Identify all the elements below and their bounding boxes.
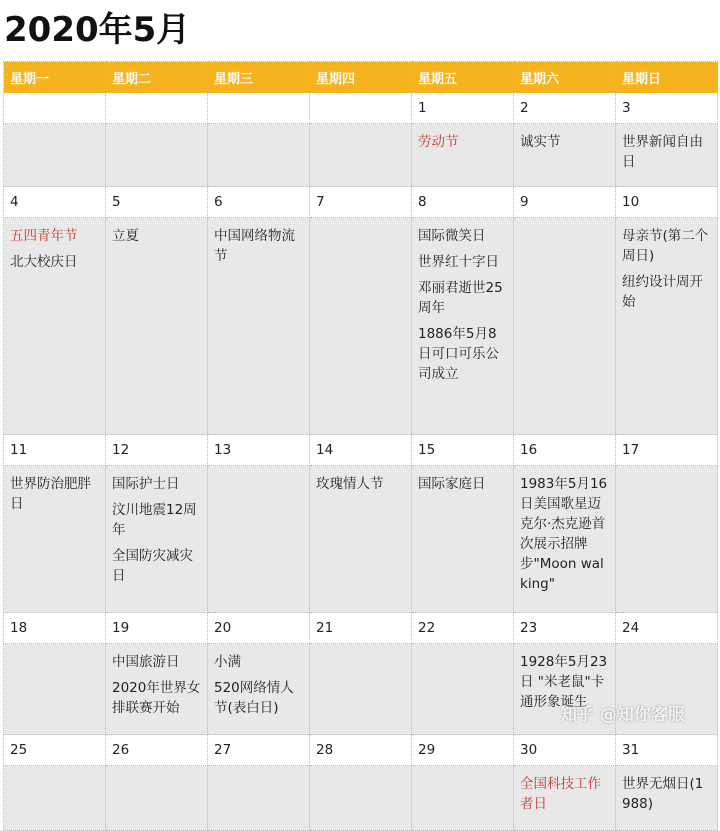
day-events-cell [208,766,310,831]
week-number-row [4,93,718,124]
day-number[interactable]: 11 [4,435,106,466]
event-item: 五四青年节 [10,228,78,244]
day-events-cell [412,466,514,613]
event-item: 世界防治肥胖日 [10,476,91,512]
day-number[interactable]: 6 [208,187,310,218]
day-events-cell [412,218,514,435]
event-item: 520网络情人节(表白日) [214,680,294,716]
day-events-cell [4,766,106,831]
day-number[interactable]: 27 [208,735,310,766]
day-events-cell [616,466,718,613]
day-number[interactable]: 31 [616,735,718,766]
day-events-cell [208,218,310,435]
day-number[interactable] [106,93,208,124]
week-events-row [4,218,718,435]
event-item: 1928年5月23日 "米老鼠"卡通形象诞生 [520,654,608,710]
watermark-text: 知乎 @知你客服 [560,705,685,725]
event-item: 中国旅游日 [112,654,180,670]
day-number[interactable]: 28 [310,735,412,766]
event-item: 中国网络物流节 [214,228,295,264]
day-events-cell [514,766,616,831]
day-events-cell [310,466,412,613]
event-item: 小满 [214,654,241,670]
day-events-cell [514,124,616,187]
day-number[interactable]: 18 [4,613,106,644]
weekday-header: 星期六 [514,62,616,93]
week-number-row [4,435,718,466]
day-number[interactable]: 26 [106,735,208,766]
day-events-cell [412,644,514,735]
day-events-cell [616,644,718,735]
day-events-cell [106,766,208,831]
page-title: 2020年5月 [4,10,191,50]
day-events-cell [106,644,208,735]
event-item: 国际家庭日 [418,476,486,492]
weekday-header: 星期一 [4,62,106,93]
day-events-cell [208,466,310,613]
week-number-row [4,187,718,218]
day-number[interactable]: 5 [106,187,208,218]
event-item: 玫瑰情人节 [316,476,384,492]
event-item: 2020年世界女排联赛开始 [112,680,201,716]
day-number[interactable] [208,93,310,124]
day-events-cell [412,124,514,187]
day-number[interactable]: 25 [4,735,106,766]
day-number[interactable]: 22 [412,613,514,644]
week-events-row [4,766,718,831]
day-number[interactable]: 15 [412,435,514,466]
event-item: 国际护士日 [112,476,180,492]
week-events-row [4,644,718,735]
event-item: 立夏 [112,228,139,244]
event-item: 北大校庆日 [10,254,78,270]
day-number[interactable]: 4 [4,187,106,218]
day-number[interactable]: 24 [616,613,718,644]
day-events-cell [310,218,412,435]
day-events-cell [616,218,718,435]
week-number-row [4,735,718,766]
day-number[interactable]: 23 [514,613,616,644]
day-number[interactable]: 7 [310,187,412,218]
day-number[interactable]: 9 [514,187,616,218]
weekday-header-row [4,62,718,93]
day-events-cell [514,644,616,735]
day-number[interactable] [310,93,412,124]
day-number[interactable]: 19 [106,613,208,644]
event-item: 汶川地震12周年 [112,502,197,538]
week-number-row [4,613,718,644]
day-events-cell [208,644,310,735]
day-number[interactable]: 2 [514,93,616,124]
day-number[interactable]: 13 [208,435,310,466]
day-number[interactable]: 12 [106,435,208,466]
event-item: 国际微笑日 [418,228,486,244]
event-item: 诚实节 [520,134,561,150]
day-number[interactable]: 17 [616,435,718,466]
event-item: 世界无烟日(1988) [622,776,704,812]
day-number[interactable]: 14 [310,435,412,466]
event-item: 1983年5月16日美国歌星迈克尔·杰克逊首次展示招牌步"Moon walking" [520,476,608,592]
event-item: 母亲节(第二个周日) [622,228,709,264]
day-number[interactable]: 1 [412,93,514,124]
event-item: 全国科技工作者日 [520,776,601,812]
event-item: 世界新闻自由日 [622,134,703,170]
event-item: 邓丽君逝世25周年 [418,280,503,316]
day-events-cell [4,644,106,735]
day-events-cell [310,124,412,187]
weekday-header: 星期五 [412,62,514,93]
day-events-cell [106,218,208,435]
event-item: 纽约设计周开始 [622,274,703,310]
weekday-header: 星期日 [616,62,718,93]
day-number[interactable]: 21 [310,613,412,644]
event-item: 1886年5月8日可口可乐公司成立 [418,326,499,382]
event-item: 劳动节 [418,134,459,150]
day-events-cell [208,124,310,187]
day-number[interactable] [4,93,106,124]
day-events-cell [412,766,514,831]
day-events-cell [4,124,106,187]
day-events-cell [616,124,718,187]
day-number[interactable]: 20 [208,613,310,644]
day-number[interactable]: 16 [514,435,616,466]
day-events-cell [4,466,106,613]
day-events-cell [106,466,208,613]
weekday-header: 星期二 [106,62,208,93]
day-number[interactable]: 10 [616,187,718,218]
week-events-row [4,124,718,187]
event-item: 全国防灾减灾日 [112,548,193,584]
day-number[interactable]: 30 [514,735,616,766]
day-events-cell [106,124,208,187]
day-number[interactable]: 8 [412,187,514,218]
event-item: 世界红十字日 [418,254,499,270]
weekday-header: 星期三 [208,62,310,93]
day-number[interactable]: 3 [616,93,718,124]
day-events-cell [310,766,412,831]
calendar-table [3,61,718,831]
day-events-cell [514,466,616,613]
day-events-cell [310,644,412,735]
weekday-header: 星期四 [310,62,412,93]
week-events-row [4,466,718,613]
day-events-cell [514,218,616,435]
day-events-cell [616,766,718,831]
day-events-cell [4,218,106,435]
day-number[interactable]: 29 [412,735,514,766]
